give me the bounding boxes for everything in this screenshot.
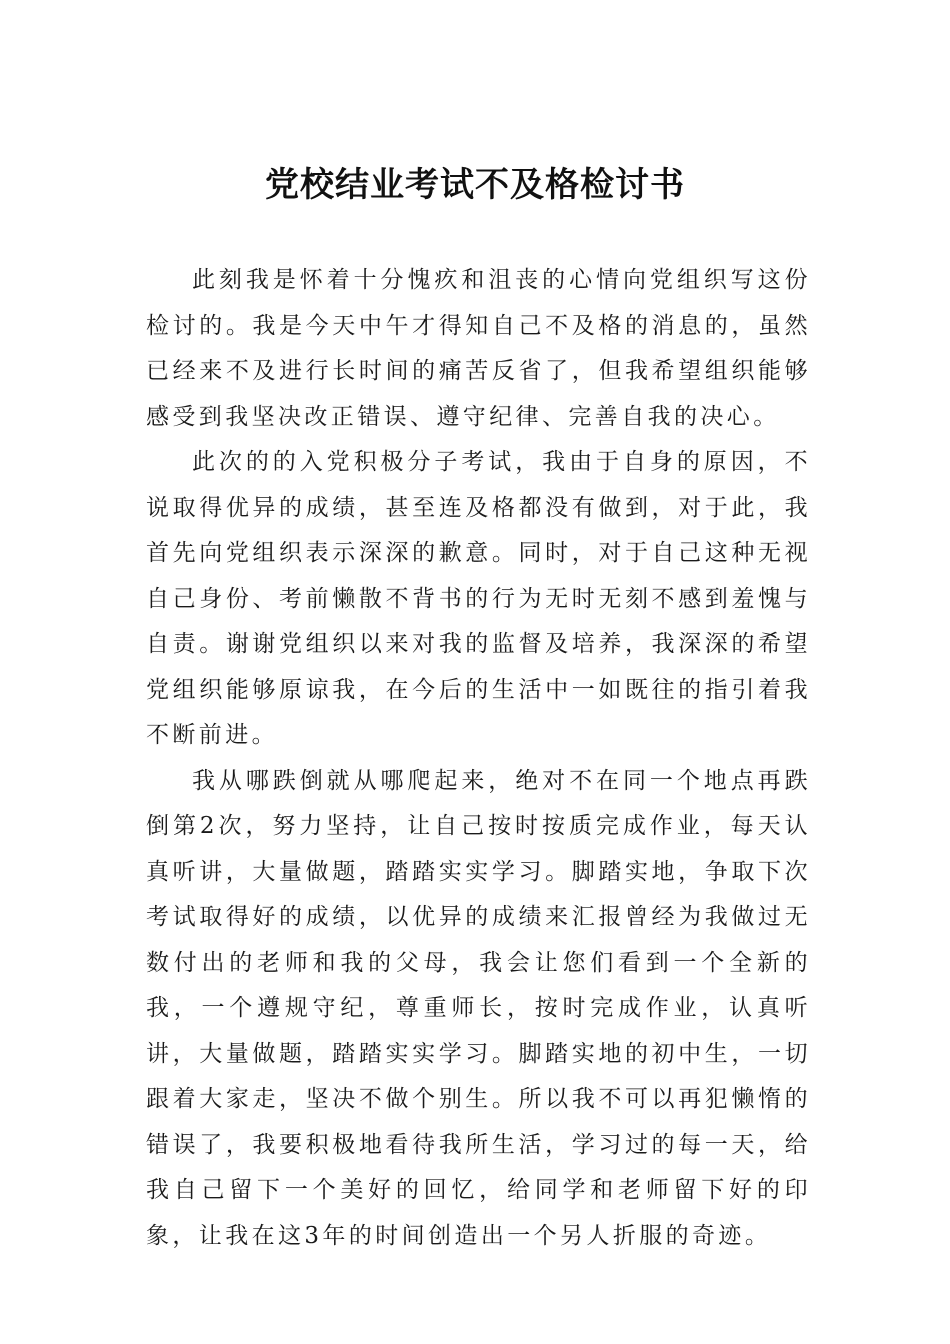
document-title: 党校结业考试不及格检讨书 bbox=[265, 165, 685, 205]
paragraph-2: 此次的的入党积极分子考试，我由于自身的原因，不说取得优异的成绩，甚至连及格都没有做到，对于此，我首先向党组织表示深深的歉意。同时，对于自己这种无视自己身份、考前懒散不背书的行为无时无刻不感到羞愧与自责。谢谢党组织以来对我的监督及培养，我深深的希望党组织能够原谅我，在今后的生活中一如既往的指引着我不断前进。 bbox=[146, 449, 811, 748]
paragraph-1: 此刻我是怀着十分愧疚和沮丧的心情向党组织写这份检讨的。我是今天中午才得知自己不及格的消息的，虽然已经来不及进行长时间的痛苦反省了，但我希望组织能够感受到我坚决改正错误、遵守纪律、完善自我的决心。 bbox=[146, 267, 811, 430]
paragraph-3: 我从哪跌倒就从哪爬起来，绝对不在同一个地点再跌倒第2次，努力坚持，让自己按时按质完成作业，每天认真听讲，大量做题，踏踏实实学习。脚踏实地，争取下次考试取得好的成绩，以优异的成绩来汇报曾经为我做过无数付出的老师和我的父母，我会让您们看到一个全新的我，一个遵规守纪，尊重师长，按时完成作业，认真听讲，大量做题，踏踏实实学习。脚踏实地的初中生，一切跟着大家走，坚决不做个别生。所以我不可以再犯懒惰的错误了，我要积极地看待我所生活，学习过的每一天，给我自己留下一个美好的回忆，给同学和老师留下好的印象，让我在这3年的时间创造出一个另人折服的奇迹。 bbox=[146, 767, 811, 1249]
document-body bbox=[146, 258, 811, 1259]
